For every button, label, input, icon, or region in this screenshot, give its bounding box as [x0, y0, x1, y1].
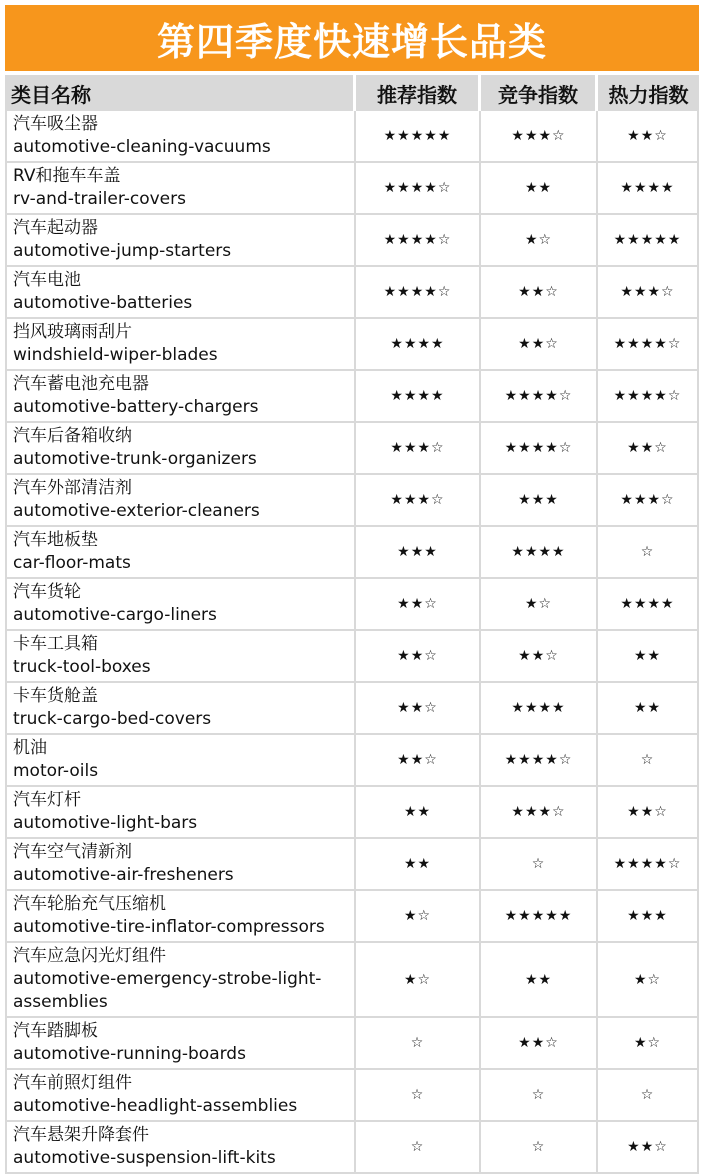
category-name-zh: 卡车工具箱 [13, 634, 98, 654]
competition-stars: ☆ [481, 1122, 598, 1174]
category-name-en: windshield-wiper-blades [13, 345, 218, 365]
heat-stars: ★★☆ [598, 111, 699, 163]
table-row [5, 267, 699, 319]
recommend-stars: ★★★ [356, 527, 481, 579]
recommend-stars: ★★★★ [356, 371, 481, 423]
recommend-stars: ★★ [356, 787, 481, 839]
heat-stars: ★★★★☆ [598, 319, 699, 371]
category-cell [5, 111, 356, 163]
category-cell [5, 839, 356, 891]
category-name-en: motor-oils [13, 761, 99, 781]
category-name-zh: 卡车货舱盖 [13, 686, 98, 706]
category-cell [5, 475, 356, 527]
competition-stars: ★★☆ [481, 267, 598, 319]
competition-stars: ★★★☆ [481, 111, 598, 163]
heat-stars: ★★☆ [598, 423, 699, 475]
category-cell [5, 267, 356, 319]
recommend-stars: ★★ [356, 839, 481, 891]
competition-stars: ★★★ [481, 475, 598, 527]
heat-stars: ☆ [598, 527, 699, 579]
category-name-zh: 汽车吸尘器 [13, 114, 98, 134]
category-name-en: automotive-cleaning-vacuums [13, 137, 271, 157]
heat-stars: ★★★ [598, 891, 699, 943]
table-row [5, 371, 699, 423]
category-cell [5, 215, 356, 267]
category-cell [5, 163, 356, 215]
category-name-zh: 汽车悬架升降套件 [13, 1125, 149, 1145]
category-cell [5, 1018, 356, 1070]
category-cell [5, 1122, 356, 1174]
competition-stars: ★★☆ [481, 319, 598, 371]
header-category-name: 类目名称 [5, 75, 356, 111]
competition-stars: ★★★☆ [481, 787, 598, 839]
table-row [5, 111, 699, 163]
category-cell [5, 891, 356, 943]
category-name-zh: 挡风玻璃雨刮片 [13, 322, 132, 342]
heat-stars: ★☆ [598, 943, 699, 1018]
category-name-en: automotive-light-bars [13, 813, 198, 833]
category-name-zh: 机油 [13, 738, 47, 758]
heat-stars: ★★☆ [598, 1122, 699, 1174]
table-row [5, 891, 699, 943]
heat-stars: ☆ [598, 735, 699, 787]
table-row [5, 787, 699, 839]
recommend-stars: ★★☆ [356, 631, 481, 683]
competition-stars: ☆ [481, 1070, 598, 1122]
recommend-stars: ★★☆ [356, 683, 481, 735]
category-name-en: automotive-cargo-liners [13, 605, 217, 625]
category-name-zh: 汽车轮胎充气压缩机 [13, 894, 166, 914]
category-name-zh: RV和拖车车盖 [13, 166, 121, 186]
competition-stars: ★★★★☆ [481, 735, 598, 787]
category-cell [5, 683, 356, 735]
category-cell [5, 943, 356, 1018]
heat-stars: ★★☆ [598, 787, 699, 839]
recommend-stars: ★★★★☆ [356, 215, 481, 267]
competition-stars: ★★★★ [481, 683, 598, 735]
table-row [5, 839, 699, 891]
heat-stars: ★★★★ [598, 579, 699, 631]
recommend-stars: ★★★★★ [356, 111, 481, 163]
recommend-stars: ☆ [356, 1018, 481, 1070]
category-name-zh: 汽车蓄电池充电器 [13, 374, 149, 394]
heat-stars: ★★ [598, 683, 699, 735]
competition-stars: ★☆ [481, 215, 598, 267]
category-table [5, 75, 699, 1174]
table-row [5, 163, 699, 215]
table-row [5, 1122, 699, 1174]
header-heat-index: 热力指数 [598, 75, 699, 111]
category-name-zh: 汽车灯杆 [13, 790, 81, 810]
category-name-en: car-floor-mats [13, 553, 131, 573]
table-row [5, 683, 699, 735]
competition-stars: ★★★★☆ [481, 371, 598, 423]
competition-stars: ★★ [481, 943, 598, 1018]
category-name-en: automotive-headlight-assemblies [13, 1096, 298, 1116]
category-name-en: automotive-emergency-strobe-light-assemblies [13, 969, 322, 1012]
category-name-zh: 汽车地板垫 [13, 530, 98, 550]
table-row [5, 631, 699, 683]
category-cell [5, 423, 356, 475]
category-name-zh: 汽车应急闪光灯组件 [13, 946, 166, 966]
recommend-stars: ★★★★☆ [356, 163, 481, 215]
recommend-stars: ★★★★☆ [356, 267, 481, 319]
category-name-zh: 汽车起动器 [13, 218, 98, 238]
table-header-row [5, 75, 699, 111]
category-name-zh: 汽车前照灯组件 [13, 1073, 132, 1093]
competition-stars: ★★ [481, 163, 598, 215]
competition-stars: ☆ [481, 839, 598, 891]
category-name-en: automotive-battery-chargers [13, 397, 259, 417]
category-name-en: truck-cargo-bed-covers [13, 709, 212, 729]
category-name-en: truck-tool-boxes [13, 657, 151, 677]
category-name-zh: 汽车后备箱收纳 [13, 426, 132, 446]
competition-stars: ★★★★ [481, 527, 598, 579]
category-name-en: automotive-air-fresheners [13, 865, 234, 885]
competition-stars: ★★★★☆ [481, 423, 598, 475]
category-cell [5, 631, 356, 683]
table-row [5, 319, 699, 371]
category-name-en: automotive-trunk-organizers [13, 449, 257, 469]
category-cell [5, 787, 356, 839]
category-cell [5, 1070, 356, 1122]
category-cell [5, 319, 356, 371]
category-cell [5, 579, 356, 631]
header-recommend-index: 推荐指数 [356, 75, 481, 111]
table-row [5, 215, 699, 267]
recommend-stars: ★★☆ [356, 735, 481, 787]
table-row [5, 475, 699, 527]
table-row [5, 735, 699, 787]
header-competition-index: 竞争指数 [481, 75, 598, 111]
category-name-zh: 汽车电池 [13, 270, 81, 290]
heat-stars: ★☆ [598, 1018, 699, 1070]
page-title: 第四季度快速增长品类 [5, 5, 699, 71]
category-cell [5, 527, 356, 579]
category-name-en: automotive-batteries [13, 293, 193, 313]
competition-stars: ★☆ [481, 579, 598, 631]
category-cell [5, 371, 356, 423]
recommend-stars: ☆ [356, 1070, 481, 1122]
category-name-en: automotive-suspension-lift-kits [13, 1148, 276, 1168]
category-name-en: automotive-running-boards [13, 1044, 246, 1064]
heat-stars: ★★★☆ [598, 267, 699, 319]
recommend-stars: ★☆ [356, 943, 481, 1018]
recommend-stars: ★☆ [356, 891, 481, 943]
table-row [5, 1018, 699, 1070]
category-name-zh: 汽车空气清新剂 [13, 842, 132, 862]
heat-stars: ★★★★ [598, 163, 699, 215]
table-row [5, 943, 699, 1018]
competition-stars: ★★☆ [481, 631, 598, 683]
heat-stars: ☆ [598, 1070, 699, 1122]
heat-stars: ★★★★☆ [598, 839, 699, 891]
recommend-stars: ★★★★ [356, 319, 481, 371]
category-name-en: automotive-exterior-cleaners [13, 501, 260, 521]
heat-stars: ★★★☆ [598, 475, 699, 527]
recommend-stars: ★★★☆ [356, 423, 481, 475]
table-row [5, 527, 699, 579]
category-name-zh: 汽车货轮 [13, 582, 81, 602]
category-name-zh: 汽车外部清洁剂 [13, 478, 132, 498]
category-name-en: automotive-jump-starters [13, 241, 232, 261]
category-name-zh: 汽车踏脚板 [13, 1021, 98, 1041]
heat-stars: ★★★★☆ [598, 371, 699, 423]
table-body [5, 111, 699, 1174]
category-name-en: rv-and-trailer-covers [13, 189, 186, 209]
category-name-en: automotive-tire-inflator-compressors [13, 917, 325, 937]
table-row [5, 1070, 699, 1122]
category-cell [5, 735, 356, 787]
competition-stars: ★★★★★ [481, 891, 598, 943]
recommend-stars: ★★☆ [356, 579, 481, 631]
table-row [5, 423, 699, 475]
heat-stars: ★★★★★ [598, 215, 699, 267]
table-row [5, 579, 699, 631]
recommend-stars: ☆ [356, 1122, 481, 1174]
competition-stars: ★★☆ [481, 1018, 598, 1070]
heat-stars: ★★ [598, 631, 699, 683]
recommend-stars: ★★★☆ [356, 475, 481, 527]
